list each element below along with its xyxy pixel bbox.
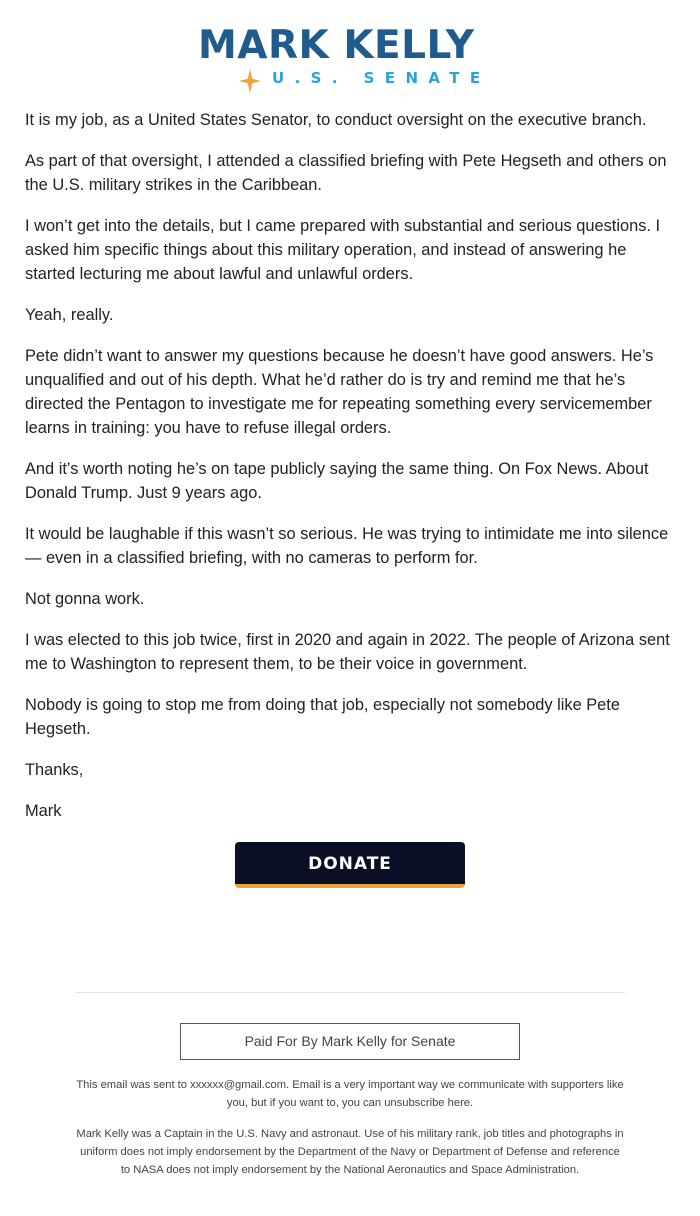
footer-divider (75, 992, 625, 993)
donate-section (0, 842, 700, 888)
email-notice (75, 1076, 625, 1112)
letter-paragraph: It would be laughable if this wasn’t so serious. He was trying to intimidate me into silence — even in a classified briefing, with no cameras to perform for. (25, 525, 669, 567)
recipient-email-link[interactable]: xxxxxx@gmail.com (190, 1079, 287, 1091)
letter-paragraph: Nobody is going to stop me from doing that job, especially not somebody like Pete Hegseth. (25, 696, 620, 738)
donate-button[interactable]: DONATE (235, 842, 465, 888)
unsubscribe-link[interactable]: unsubscribe here (384, 1097, 471, 1109)
disclaimer-text: Mark Kelly was a Captain in the U.S. Navy and astronaut. Use of his military rank, job titles and photographs in uniform does not imply endorsement by the Department of the Navy or Department of Defense and reference to NASA does not imply endorsement by the National Aeronautics and Space Administration. (76, 1128, 624, 1176)
letter-paragraph: As part of that oversight, I attended a classified briefing with Pete Hegseth and others on the U.S. military strikes in the Caribbean. (25, 152, 667, 194)
letter-signature: Mark (25, 802, 62, 820)
letter-paragraph: Not gonna work. (25, 590, 145, 608)
paid-for-box: Paid For By Mark Kelly for Senate (180, 1023, 520, 1060)
logo-subtitle: U.S. SENATE (272, 69, 491, 87)
logo-name: MARK KELLY (198, 23, 475, 68)
letter-signoff: Thanks, (25, 761, 84, 779)
mark-kelly-logo[interactable] (198, 24, 502, 90)
letter-paragraph: Yeah, really. (25, 306, 114, 324)
email-notice-middle: . Email is a very important way we communicate with supporters like you, but if you want to, you can (226, 1079, 624, 1109)
letter-body (0, 108, 700, 823)
letter-paragraph: It is my job, as a United States Senator, to conduct oversight on the executive branch. (25, 111, 647, 129)
letter-paragraph: I was elected to this job twice, first in 2020 and again in 2022. The people of Arizona sent me to Washington to represent them, to be their voice in government. (25, 631, 670, 673)
email-notice-prefix: This email was sent to (76, 1079, 191, 1091)
email-notice-suffix: . (470, 1097, 474, 1109)
email-header (0, 0, 700, 108)
letter-paragraph: Pete didn’t want to answer my questions because he doesn’t have good answers. He’s unqualified and out of his depth. What he’d rather do is try and remind me that he’s directed the Pentagon to investigate me for repeating something every servicemember learns in training: you have to refuse illegal orders. (25, 347, 654, 437)
star-icon (239, 69, 261, 93)
letter-paragraph: I won’t get into the details, but I came prepared with substantial and serious questions. I asked him specific things about this military operation, and instead of answering he started lecturing me about lawful and unlawful orders. (25, 217, 661, 283)
letter-paragraph: And it’s worth noting he’s on tape publicly saying the same thing. On Fox News. About Donald Trump. Just 9 years ago. (25, 460, 649, 502)
